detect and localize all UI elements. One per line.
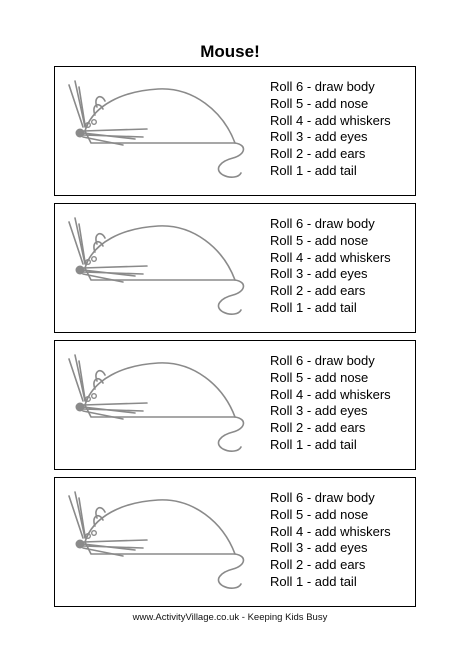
mouse-drawing-icon	[63, 486, 253, 606]
roll-instruction: Roll 6 - draw body	[270, 490, 375, 505]
roll-instruction: Roll 1 - add tail	[270, 573, 357, 589]
mouse-drawing-icon	[63, 212, 253, 332]
roll-instruction: Roll 2 - add ears	[270, 557, 366, 573]
roll-instruction: Roll 3 - add eyes	[270, 540, 368, 556]
roll-instruction: Roll 2 - add ears	[270, 283, 366, 299]
roll-instruction: Roll 1 - add tail	[270, 436, 357, 452]
roll-instruction: Roll 2 - add ears	[270, 146, 366, 162]
roll-instruction: Roll 4 - add whiskers	[270, 249, 391, 265]
roll-instruction: Roll 4 - add whiskers	[270, 523, 391, 539]
roll-instruction-list	[270, 490, 391, 591]
roll-instruction: Roll 5 - add nose	[270, 232, 369, 248]
page-title: Mouse!	[200, 42, 260, 61]
mouse-drawing-icon	[63, 349, 253, 469]
roll-instruction: Roll 4 - add whiskers	[270, 386, 391, 402]
roll-instruction: Roll 5 - add nose	[270, 369, 369, 385]
roll-instruction: Roll 3 - add eyes	[270, 403, 368, 419]
roll-instruction: Roll 1 - add tail	[270, 299, 357, 315]
roll-instruction-list	[270, 353, 391, 454]
mouse-drawing-icon	[63, 75, 253, 195]
roll-instruction: Roll 3 - add eyes	[270, 266, 368, 282]
roll-instruction: Roll 3 - add eyes	[270, 129, 368, 145]
roll-card-4	[54, 477, 416, 607]
roll-instruction: Roll 6 - draw body	[270, 353, 375, 368]
roll-instruction: Roll 4 - add whiskers	[270, 112, 391, 128]
footer-credit: www.ActivityVillage.co.uk - Keeping Kids Busy	[132, 612, 328, 623]
roll-instruction-list	[270, 216, 391, 317]
roll-instruction: Roll 5 - add nose	[270, 95, 369, 111]
roll-instruction: Roll 5 - add nose	[270, 506, 369, 522]
roll-instruction: Roll 6 - draw body	[270, 79, 375, 94]
roll-instruction: Roll 2 - add ears	[270, 420, 366, 436]
roll-card-2	[54, 203, 416, 333]
roll-card-3	[54, 340, 416, 470]
roll-instruction: Roll 6 - draw body	[270, 216, 375, 231]
roll-instruction: Roll 1 - add tail	[270, 162, 357, 178]
roll-card-1	[54, 66, 416, 196]
roll-instruction-list	[270, 79, 391, 180]
